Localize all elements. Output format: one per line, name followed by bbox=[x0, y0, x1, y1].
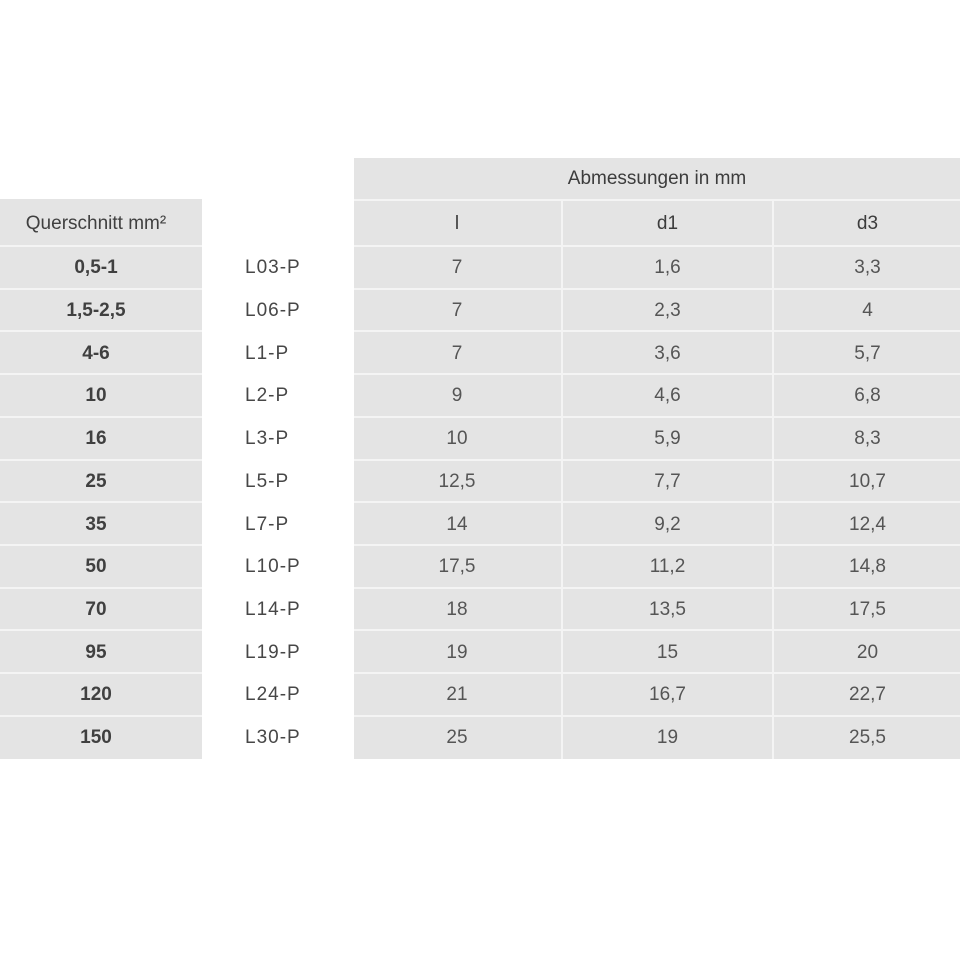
row-divider bbox=[354, 544, 960, 546]
value-cell-d3: 4 bbox=[862, 300, 873, 322]
row-divider bbox=[354, 288, 960, 290]
cross-section-cell: 70 bbox=[85, 598, 107, 620]
product-code-cell: L10-P bbox=[245, 556, 301, 578]
product-code-cell: L19-P bbox=[245, 641, 301, 663]
row-divider bbox=[0, 587, 202, 589]
value-cell-d3: 25,5 bbox=[849, 727, 886, 749]
column-header-d1: d1 bbox=[656, 213, 679, 234]
value-cell-d1: 3,6 bbox=[654, 342, 681, 364]
value-cell-d3: 5,7 bbox=[854, 342, 881, 364]
value-cell-d3: 12,4 bbox=[849, 513, 886, 535]
product-code-cell: L5-P bbox=[245, 470, 290, 492]
product-code-cell: L24-P bbox=[245, 684, 301, 706]
cross-section-cell: 150 bbox=[80, 727, 112, 749]
value-cell-d1: 7,7 bbox=[654, 470, 681, 492]
row-divider bbox=[354, 672, 960, 674]
row-divider bbox=[0, 501, 202, 503]
row-divider bbox=[0, 629, 202, 631]
product-code-cell: L3-P bbox=[245, 428, 290, 450]
cross-section-cell: 1,5-2,5 bbox=[66, 300, 126, 322]
row-divider bbox=[0, 544, 202, 546]
value-cell-d1: 16,7 bbox=[649, 684, 686, 706]
value-cell-l: 25 bbox=[446, 727, 468, 749]
cross-section-cell: 4-6 bbox=[82, 342, 110, 364]
value-cell-l: 7 bbox=[451, 300, 463, 322]
column-divider bbox=[561, 201, 563, 759]
cross-section-cell: 95 bbox=[85, 641, 107, 663]
value-cell-l: 12,5 bbox=[438, 470, 476, 492]
cross-section-cell: 120 bbox=[80, 684, 112, 706]
value-cell-d3: 22,7 bbox=[849, 684, 886, 706]
row-divider bbox=[354, 416, 960, 418]
value-cell-l: 21 bbox=[446, 684, 468, 706]
cross-section-cell: 50 bbox=[85, 556, 107, 578]
value-cell-d1: 13,5 bbox=[649, 598, 686, 620]
row-divider bbox=[0, 672, 202, 674]
row-divider bbox=[0, 416, 202, 418]
row-divider bbox=[354, 373, 960, 375]
value-cell-d3: 8,3 bbox=[854, 428, 881, 450]
product-code-cell: L06-P bbox=[245, 300, 301, 322]
value-cell-d3: 14,8 bbox=[849, 556, 886, 578]
value-cell-d1: 4,6 bbox=[654, 385, 681, 407]
row-divider bbox=[354, 715, 960, 717]
product-code-cell: L14-P bbox=[245, 598, 301, 620]
row-divider bbox=[0, 715, 202, 717]
value-cell-l: 17,5 bbox=[438, 556, 476, 578]
value-cell-d1: 1,6 bbox=[654, 257, 681, 279]
column-header-l: l bbox=[454, 213, 460, 234]
value-cell-d1: 2,3 bbox=[654, 300, 681, 322]
product-code-cell: L1-P bbox=[245, 342, 290, 364]
row-divider bbox=[0, 245, 202, 247]
column-header-d3: d3 bbox=[856, 213, 879, 234]
value-cell-l: 14 bbox=[446, 513, 468, 535]
value-cell-d3: 20 bbox=[856, 641, 879, 663]
value-cell-l: 19 bbox=[446, 641, 468, 663]
row-divider bbox=[354, 459, 960, 461]
cross-section-cell: 35 bbox=[85, 513, 107, 535]
cross-section-cell: 0,5-1 bbox=[74, 257, 118, 279]
product-code-cell: L7-P bbox=[245, 513, 290, 535]
row-divider bbox=[354, 501, 960, 503]
value-cell-l: 7 bbox=[451, 342, 463, 364]
value-cell-d1: 19 bbox=[656, 727, 679, 749]
value-cell-d3: 17,5 bbox=[849, 598, 886, 620]
row-divider bbox=[354, 245, 960, 247]
value-cell-l: 18 bbox=[446, 598, 468, 620]
row-divider bbox=[354, 330, 960, 332]
value-cell-l: 10 bbox=[446, 428, 468, 450]
product-code-cell: L2-P bbox=[245, 385, 290, 407]
value-cell-d3: 3,3 bbox=[854, 257, 881, 279]
value-cell-d1: 5,9 bbox=[654, 428, 681, 450]
cross-section-cell: 10 bbox=[85, 385, 107, 407]
value-cell-l: 7 bbox=[451, 257, 463, 279]
cross-section-cell: 25 bbox=[85, 470, 107, 492]
cross-section-cell: 16 bbox=[85, 428, 107, 450]
row-divider bbox=[0, 459, 202, 461]
cross-section-header: Querschnitt mm² bbox=[25, 213, 167, 234]
value-cell-d1: 15 bbox=[656, 641, 679, 663]
value-cell-d1: 9,2 bbox=[654, 513, 681, 535]
product-code-cell: L03-P bbox=[245, 257, 301, 279]
value-cell-d3: 10,7 bbox=[849, 470, 886, 492]
row-divider bbox=[354, 587, 960, 589]
column-divider bbox=[772, 201, 774, 759]
product-code-cell: L30-P bbox=[245, 727, 301, 749]
row-divider bbox=[0, 330, 202, 332]
row-divider bbox=[354, 629, 960, 631]
row-divider bbox=[0, 373, 202, 375]
value-cell-d3: 6,8 bbox=[854, 385, 881, 407]
value-cell-l: 9 bbox=[451, 385, 463, 407]
value-cell-d1: 11,2 bbox=[649, 556, 686, 578]
row-divider bbox=[0, 288, 202, 290]
group-header: Abmessungen in mm bbox=[567, 168, 747, 189]
row-divider bbox=[354, 199, 960, 201]
